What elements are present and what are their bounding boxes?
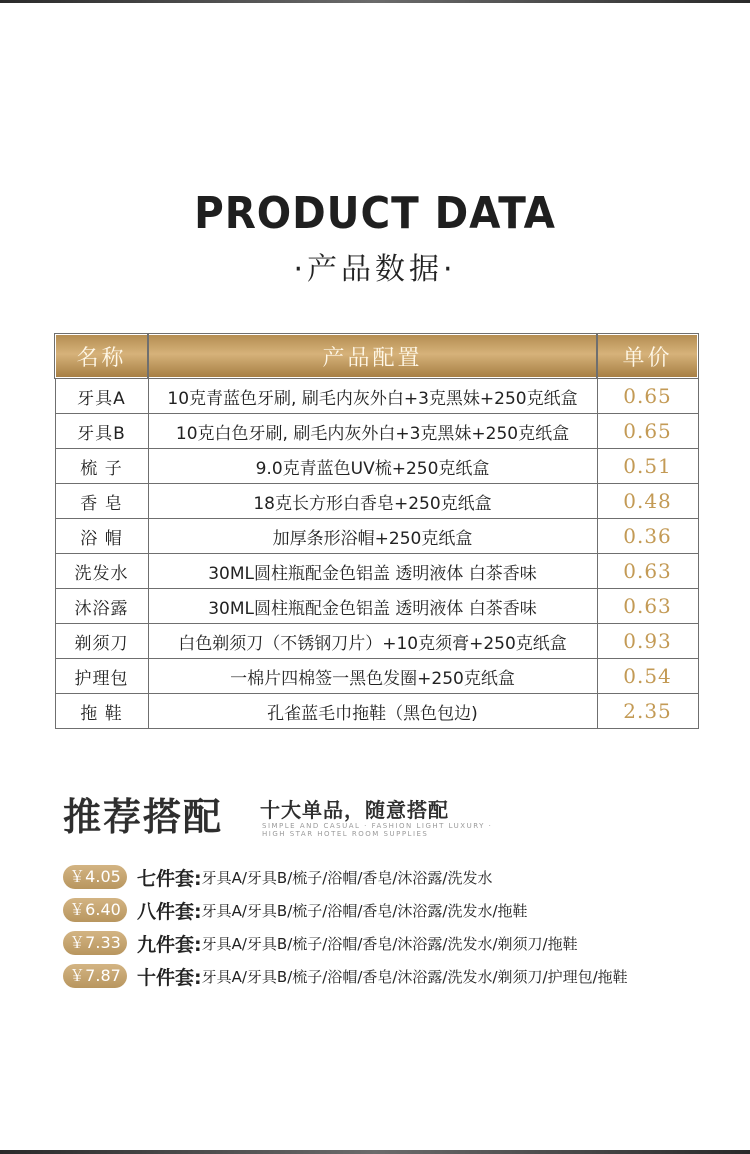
product-price: 2.35 <box>597 694 698 729</box>
header-name: 名称 <box>55 334 148 378</box>
product-config: 白色剃须刀（不锈钢刀片）+10克须膏+250克纸盒 <box>148 624 597 659</box>
table-row <box>55 414 698 449</box>
package-price-badge: ￥7.87 <box>63 964 127 988</box>
product-price: 0.65 <box>597 378 698 414</box>
product-name: 牙具B <box>55 414 148 449</box>
recommend-tagline-2: HIGH STAR HOTEL ROOM SUPPLIES <box>262 830 429 838</box>
product-config: 30ML圆柱瓶配金色铝盖 透明液体 白茶香味 <box>148 589 597 624</box>
product-config: 10克青蓝色牙刷, 刷毛内灰外白+3克黑妹+250克纸盒 <box>148 378 597 414</box>
table-row <box>55 449 698 484</box>
product-name: 梳 子 <box>55 449 148 484</box>
product-price: 0.93 <box>597 624 698 659</box>
product-name: 护理包 <box>55 659 148 694</box>
package-name: 八件套: <box>137 900 202 923</box>
product-price: 0.63 <box>597 554 698 589</box>
product-price: 0.48 <box>597 484 698 519</box>
bottom-border <box>0 1150 750 1154</box>
package-item <box>63 963 628 989</box>
package-items: 牙具A/牙具B/梳子/浴帽/香皂/沐浴露/洗发水/剃须刀/护理包/拖鞋 <box>201 967 628 986</box>
product-name: 洗发水 <box>55 554 148 589</box>
product-price: 0.36 <box>597 519 698 554</box>
recommend-tagline-1: SIMPLE AND CASUAL · FASHION LIGHT LUXURY · <box>262 822 493 830</box>
product-config: 孔雀蓝毛巾拖鞋（黑色包边) <box>148 694 597 729</box>
page-title-cn: ·产品数据· <box>293 252 457 287</box>
recommend-title: 推荐搭配 <box>63 795 224 839</box>
recommend-subtitle: 十大单品，随意搭配 <box>260 798 449 822</box>
package-name: 七件套: <box>137 867 202 890</box>
page-title-en: PRODUCT DATA <box>194 188 556 239</box>
product-config: 18克长方形白香皂+250克纸盒 <box>148 484 597 519</box>
top-border <box>0 0 750 3</box>
product-name: 拖 鞋 <box>55 694 148 729</box>
product-price: 0.65 <box>597 414 698 449</box>
product-config: 一棉片四棉签一黑色发圈+250克纸盒 <box>148 659 597 694</box>
product-name: 牙具A <box>55 378 148 414</box>
table-row <box>55 378 698 414</box>
package-item <box>63 864 493 890</box>
package-price-badge: ￥7.33 <box>63 931 127 955</box>
product-config: 加厚条形浴帽+250克纸盒 <box>148 519 597 554</box>
product-price: 0.51 <box>597 449 698 484</box>
package-item <box>63 930 578 956</box>
product-price: 0.54 <box>597 659 698 694</box>
package-items: 牙具A/牙具B/梳子/浴帽/香皂/沐浴露/洗发水/剃须刀/拖鞋 <box>201 934 578 953</box>
product-config: 10克白色牙刷, 刷毛内灰外白+3克黑妹+250克纸盒 <box>148 414 597 449</box>
package-price-badge: ￥4.05 <box>63 865 127 889</box>
product-config: 30ML圆柱瓶配金色铝盖 透明液体 白茶香味 <box>148 554 597 589</box>
package-items: 牙具A/牙具B/梳子/浴帽/香皂/沐浴露/洗发水 <box>201 868 493 887</box>
header-price: 单价 <box>597 334 698 378</box>
table-row <box>55 554 698 589</box>
package-item <box>63 897 528 923</box>
product-price: 0.63 <box>597 589 698 624</box>
table-header-row <box>55 334 698 378</box>
table-row <box>55 484 698 519</box>
package-price-badge: ￥6.40 <box>63 898 127 922</box>
package-name: 九件套: <box>137 933 202 956</box>
package-items: 牙具A/牙具B/梳子/浴帽/香皂/沐浴露/洗发水/拖鞋 <box>201 901 528 920</box>
table-row <box>55 519 698 554</box>
product-table <box>54 333 699 729</box>
product-name: 沐浴露 <box>55 589 148 624</box>
header-config: 产品配置 <box>148 334 597 378</box>
table-row <box>55 589 698 624</box>
table-row <box>55 624 698 659</box>
product-name: 香 皂 <box>55 484 148 519</box>
product-name: 剃须刀 <box>55 624 148 659</box>
product-config: 9.0克青蓝色UV梳+250克纸盒 <box>148 449 597 484</box>
product-name: 浴 帽 <box>55 519 148 554</box>
table-row <box>55 659 698 694</box>
table-row <box>55 694 698 729</box>
package-name: 十件套: <box>137 966 202 989</box>
